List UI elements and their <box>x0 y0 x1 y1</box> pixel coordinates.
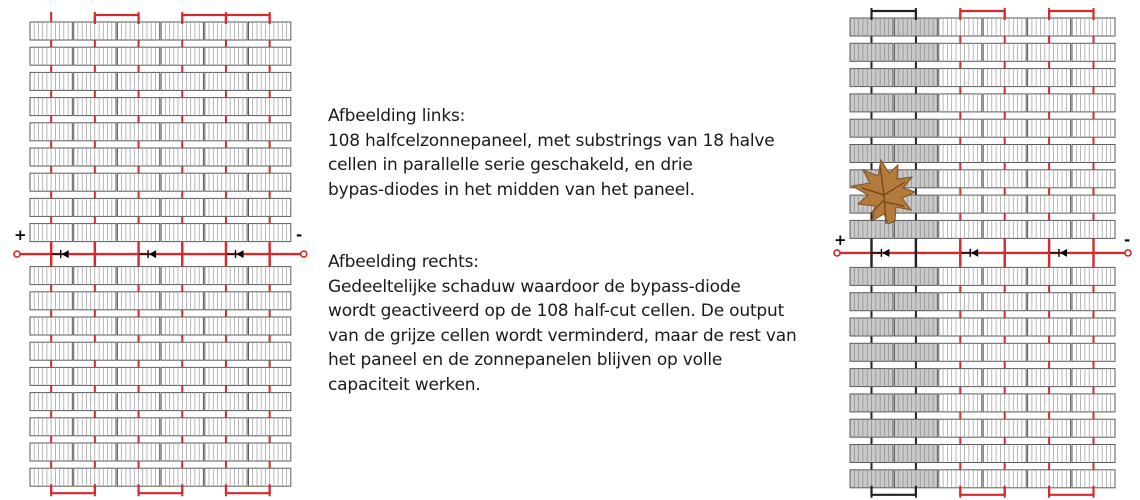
bypass-diode-icon <box>139 250 156 258</box>
plus-terminal <box>14 251 20 257</box>
left-solar-panel <box>14 12 307 496</box>
left-minus-terminal-label: - <box>296 226 303 244</box>
bypass-diode-icon <box>961 249 978 257</box>
right-minus-terminal-label: - <box>1124 231 1131 249</box>
minus-terminal <box>1125 250 1131 256</box>
right-plus-terminal-label: + <box>834 231 847 249</box>
minus-terminal <box>301 251 307 257</box>
right-caption-line: Gedeeltelijke schaduw waardoor de bypass-diode <box>328 276 741 297</box>
bypass-diode-icon <box>872 249 889 257</box>
left-caption-line: cellen in parallelle serie geschakeld, en drie <box>328 155 693 175</box>
plus-terminal <box>834 250 840 256</box>
left-caption-heading: Afbeelding links: <box>328 106 466 126</box>
left-caption-line: 108 halfcelzonnepaneel, met substrings van 18 halve <box>328 130 775 151</box>
right-caption-line: van de grijze cellen wordt verminderd, maar de rest van <box>328 325 797 346</box>
right-caption-heading: Afbeelding rechts: <box>328 252 479 272</box>
left-plus-terminal-label: + <box>14 226 27 244</box>
right-image-caption <box>328 250 828 397</box>
bypass-diode-icon <box>1050 249 1067 257</box>
bypass-diode-icon <box>52 250 69 258</box>
right-solar-panel <box>834 8 1131 498</box>
right-caption-line: wordt geactiveerd op de 108 half-cut cellen. De output <box>328 301 785 321</box>
bypass-diode-icon <box>227 250 244 258</box>
right-caption-line: het paneel en de zonnepanelen blijven op volle <box>328 350 723 370</box>
right-caption-line: capaciteit werken. <box>328 374 481 395</box>
left-caption-line: bypas-diodes in het midden van het paneel. <box>328 179 695 200</box>
left-image-caption <box>328 104 828 202</box>
